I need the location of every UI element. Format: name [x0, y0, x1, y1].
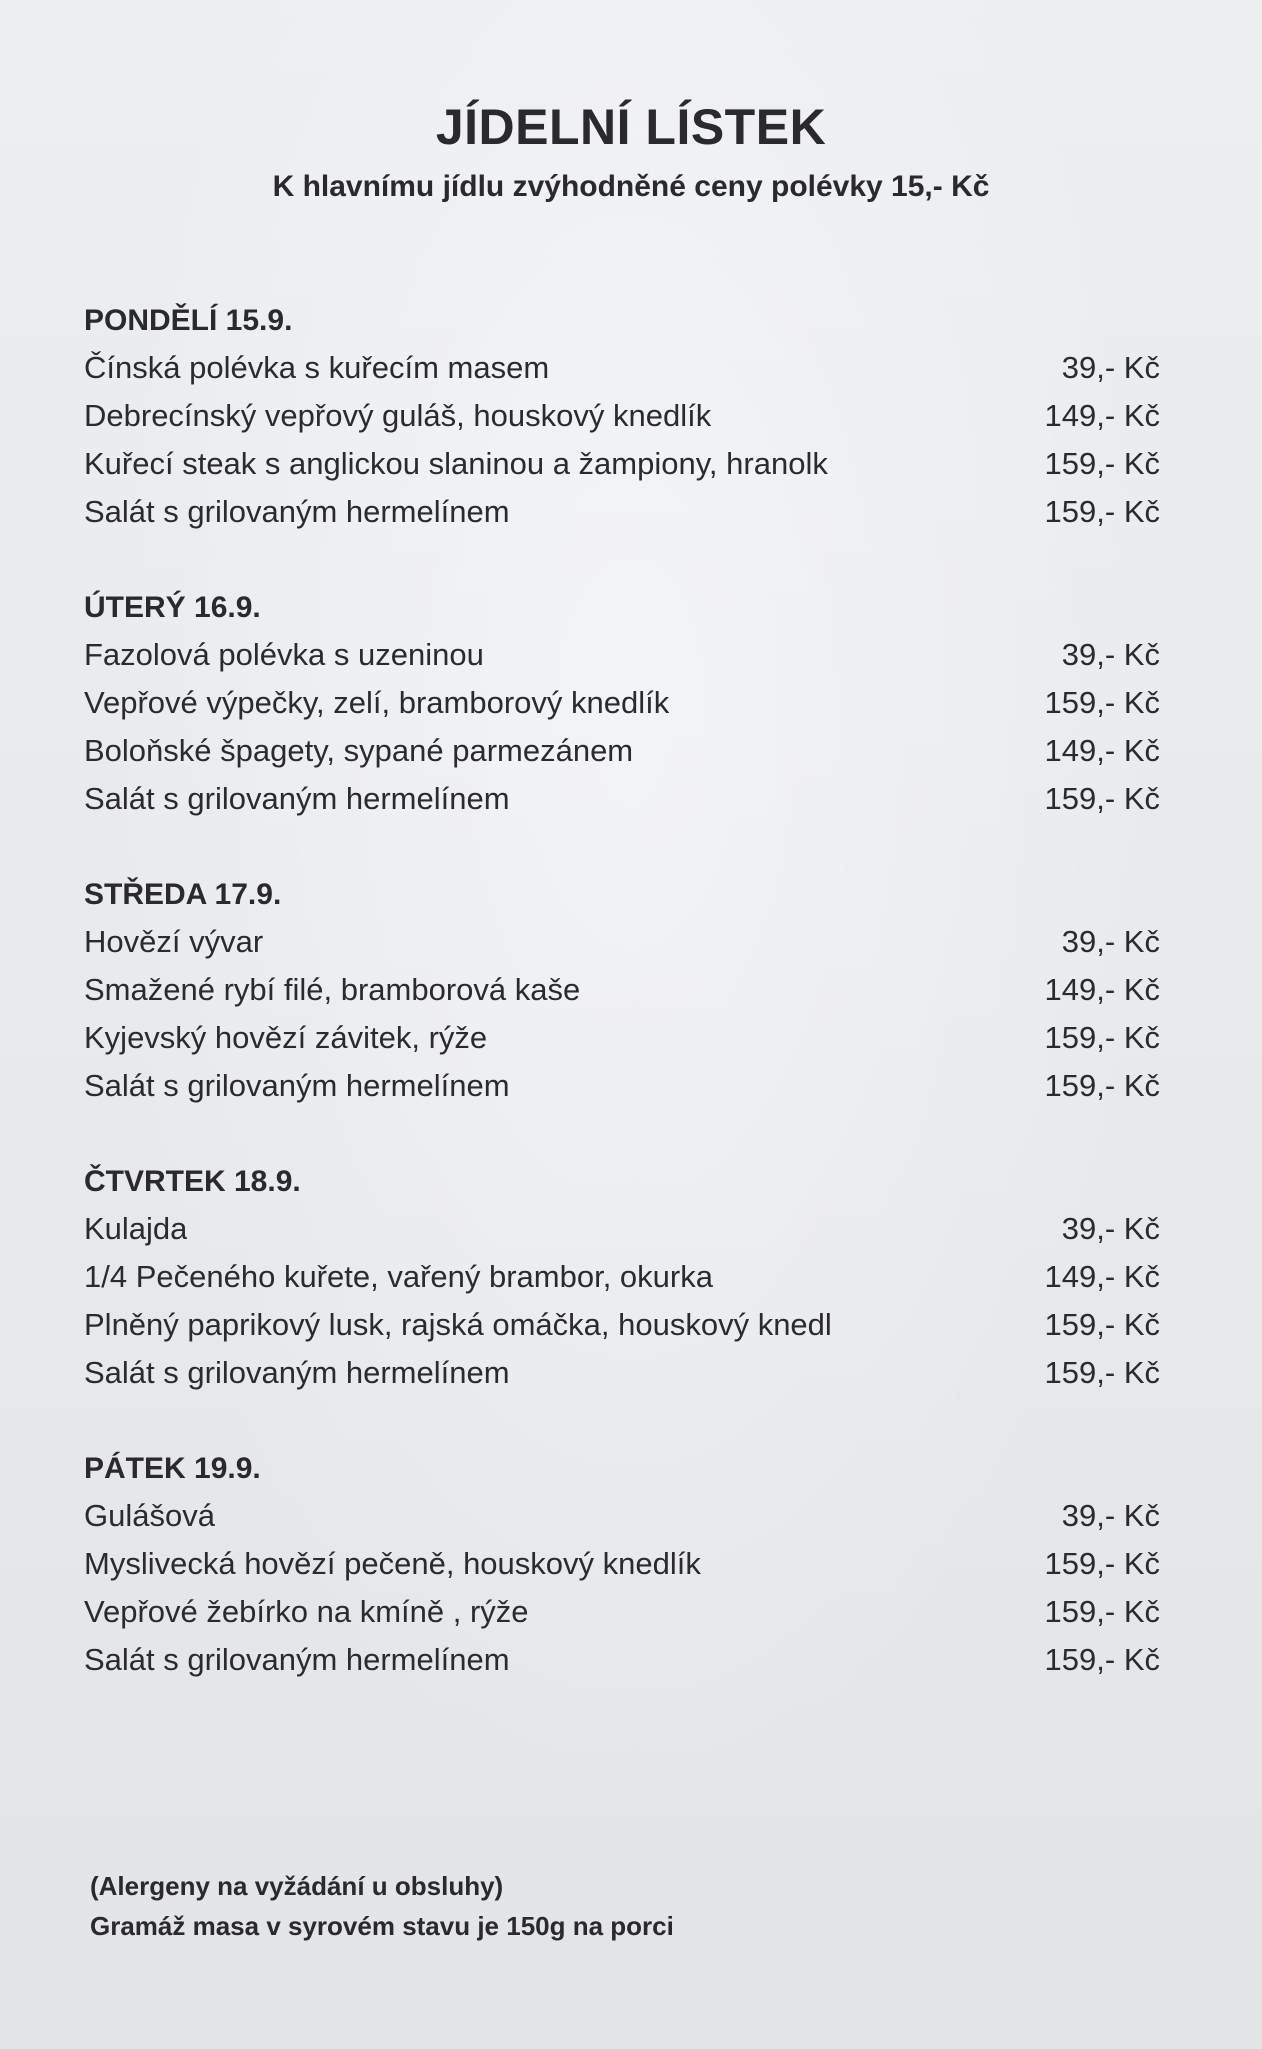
item-name: Hovězí vývar [84, 924, 264, 959]
day-heading: PONDĚLÍ 15.9. [84, 304, 293, 337]
day-section-wednesday [84, 872, 1160, 1110]
item-name: Boloňské špagety, sypané parmezánem [84, 733, 634, 768]
item-price: 39,- Kč [1061, 924, 1160, 959]
day-heading: STŘEDA 17.9. [84, 878, 282, 911]
item-name: Kuřecí steak s anglickou slaninou a žampiony, hranolk [84, 446, 828, 481]
menu-title: JÍDELNÍ LÍSTEK [435, 99, 827, 155]
item-price: 159,- Kč [1044, 1307, 1160, 1342]
item-price: 39,- Kč [1061, 1498, 1160, 1533]
menu-subtitle: K hlavnímu jídlu zvýhodněné ceny polévky 15,- Kč [272, 170, 990, 203]
menu-item [84, 1588, 1160, 1636]
item-name: Gulášová [84, 1498, 215, 1533]
item-price: 159,- Kč [1044, 1594, 1160, 1629]
day-section-tuesday [84, 585, 1160, 823]
item-name: Kyjevský hovězí závitek, rýže [84, 1020, 488, 1055]
item-price: 39,- Kč [1061, 350, 1160, 385]
day-heading: ÚTERÝ 16.9. [84, 591, 261, 624]
meat-weight-note: Gramáž masa v syrovém stavu je 150g na porci [90, 1911, 674, 1941]
menu-item [84, 344, 1160, 392]
item-price: 149,- Kč [1044, 1259, 1160, 1294]
item-price: 159,- Kč [1044, 1546, 1160, 1581]
menu-item [84, 1301, 1160, 1349]
menu-item [84, 1540, 1160, 1588]
item-name: Smažené rybí filé, bramborová kaše [84, 972, 581, 1007]
item-name: Plněný paprikový lusk, rajská omáčka, houskový knedl [84, 1307, 832, 1342]
item-name: Debrecínský vepřový guláš, houskový knedlík [84, 398, 712, 433]
menu-item [84, 1253, 1160, 1301]
item-name: Vepřové výpečky, zelí, bramborový knedlík [84, 685, 670, 720]
item-name: Čínská polévka s kuřecím masem [84, 350, 550, 385]
item-name: Salát s grilovaným hermelínem [84, 1068, 510, 1103]
item-price: 159,- Kč [1044, 1068, 1160, 1103]
menu-item [84, 631, 1160, 679]
item-name: Salát s grilovaným hermelínem [84, 1642, 510, 1677]
item-price: 159,- Kč [1044, 685, 1160, 720]
day-section-thursday [84, 1159, 1160, 1397]
menu-item [84, 918, 1160, 966]
item-price: 149,- Kč [1044, 972, 1160, 1007]
item-price: 149,- Kč [1044, 733, 1160, 768]
item-name: Myslivecká hovězí pečeně, houskový knedlík [84, 1546, 701, 1581]
menu-item [84, 1205, 1160, 1253]
menu-item [84, 1014, 1160, 1062]
item-price: 39,- Kč [1061, 637, 1160, 672]
menu-item [84, 1349, 1160, 1397]
menu-footnotes [90, 1866, 674, 1946]
menu-item [84, 775, 1160, 823]
menu-item [84, 727, 1160, 775]
menu-item [84, 679, 1160, 727]
item-name: Salát s grilovaným hermelínem [84, 494, 510, 529]
item-name: Salát s grilovaným hermelínem [84, 1355, 510, 1390]
day-section-friday [84, 1446, 1160, 1684]
menu-item [84, 1062, 1160, 1110]
item-price: 159,- Kč [1044, 446, 1160, 481]
allergens-note: (Alergeny na vyžádání u obsluhy) [90, 1871, 504, 1901]
menu-item [84, 1636, 1160, 1684]
item-price: 159,- Kč [1044, 781, 1160, 816]
menu-item [84, 440, 1160, 488]
item-price: 149,- Kč [1044, 398, 1160, 433]
menu-item [84, 488, 1160, 536]
menu-item [84, 966, 1160, 1014]
day-heading: PÁTEK 19.9. [84, 1452, 261, 1485]
item-price: 159,- Kč [1044, 1355, 1160, 1390]
item-name: Kulajda [84, 1211, 188, 1246]
item-price: 159,- Kč [1044, 494, 1160, 529]
menu-days [84, 298, 1160, 1733]
item-name: Vepřové žebírko na kmíně , rýže [84, 1594, 529, 1629]
menu-item [84, 392, 1160, 440]
item-price: 159,- Kč [1044, 1020, 1160, 1055]
day-heading: ČTVRTEK 18.9. [84, 1165, 301, 1198]
menu-item [84, 1492, 1160, 1540]
item-name: Salát s grilovaným hermelínem [84, 781, 510, 816]
day-section-monday [84, 298, 1160, 536]
item-price: 39,- Kč [1061, 1211, 1160, 1246]
item-price: 159,- Kč [1044, 1642, 1160, 1677]
item-name: Fazolová polévka s uzeninou [84, 637, 484, 672]
item-name: 1/4 Pečeného kuřete, vařený brambor, okurka [84, 1259, 713, 1294]
